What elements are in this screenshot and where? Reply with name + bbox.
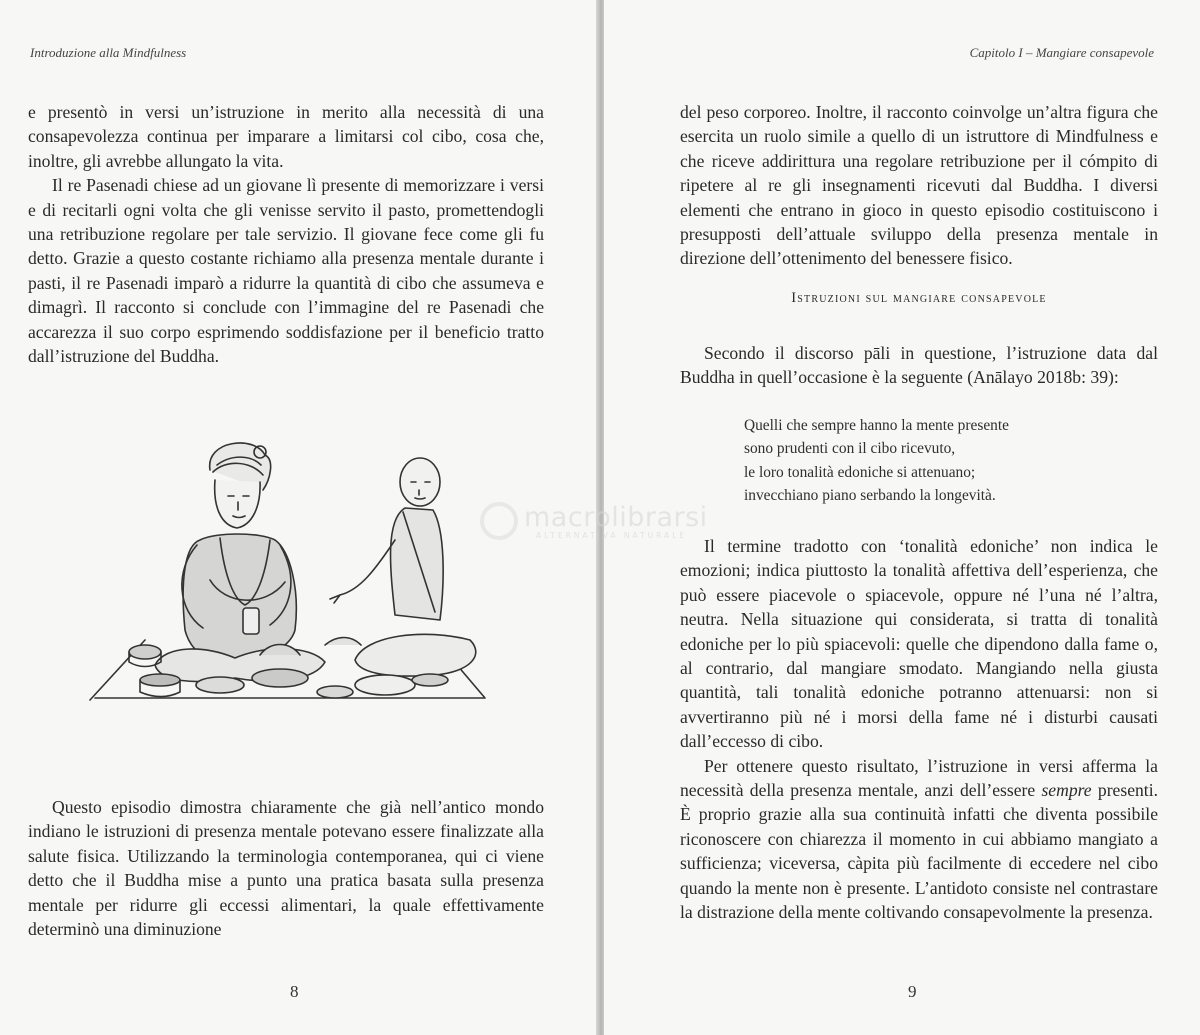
- paragraph-part: presenti. È proprio grazie alla sua continuità infatti che diventa possibile riconoscere con chiarezza il momento in cui abbiamo mangiato a sufficienza; viceversa, càpita più facilmente di eccedere nel cibo quando la mente non è presente. L’antidoto consiste nel contrastare la distrazione della mente coltivando consapevolmente la presenza.: [680, 780, 1158, 923]
- left-top-text: [28, 100, 544, 368]
- verse-line: le loro tonalità edoniche si attenuano;: [744, 463, 976, 481]
- right-text-c: [680, 534, 1158, 925]
- verse-block: [744, 414, 1009, 507]
- paragraph-part: Per ottenere questo risultato, l’istruzione in versi afferma la necessità della presenza mentale, anzi dell’essere: [680, 755, 1158, 801]
- running-head-right: Capitolo I – Mangiare consapevole: [969, 45, 1154, 60]
- right-text-b: [680, 341, 1158, 390]
- running-head-left: Introduzione alla Mindfulness: [30, 45, 187, 60]
- paragraph: [680, 754, 1158, 925]
- paragraph: e presentò in versi un’istruzione in merito alla necessità di una consapevolezza continua per imparare a limitarsi col cibo, cosa che, inoltre, gli avrebbe allungato la vita.: [28, 102, 544, 171]
- section-title: Istruzioni sul mangiare consapevole: [791, 290, 1047, 306]
- paragraph: Questo episodio dimostra chiaramente che già nell’antico mondo indiano le istruzioni di presenza mentale potevano essere finalizzate alla salute fisica. Utilizzando la terminologia contemporanea, qui ci viene detto che il Buddha mise a punto una pratica basata sulla presenza mentale per ridurre gli eccessi alimentari, la quale effettivamente determinò una diminuzione: [28, 797, 544, 940]
- verse-line: Quelli che sempre hanno la mente presente: [744, 417, 1009, 434]
- paragraph: Il re Pasenadi chiese ad un giovane lì presente di memorizzare i versi e di recitarli ogni volta che gli venisse servito il pasto, promettendogli una retribuzione regolare per tale servizio. Il giovane fece come gli fu detto. Grazie a questo costante richiamo alla presenza mentale durante i pasti, il re Pasenadi imparò a ridurre la quantità di cibo che assumeva e dimagrì. Il racconto si conclude con l’immagine del re Pasenadi che accarezza il suo corpo esprimendo soddisfazione per il beneficio tratto dall’istruzione del Buddha.: [28, 175, 544, 367]
- left-bottom-text: [28, 795, 544, 941]
- paragraph: Secondo il discorso pāli in questione, l’istruzione data dal Buddha in quell’occasione è la seguente (Anālayo 2018b: 39):: [680, 343, 1158, 388]
- right-page: [604, 0, 1200, 1035]
- watermark-subtext: ALTERNATIVA NATURALE: [536, 531, 688, 540]
- watermark-text: macrolibrarsi: [524, 502, 708, 533]
- verse-line: sono prudenti con il cibo ricevuto,: [744, 440, 956, 458]
- paragraph: Il termine tradotto con ‘tonalità edoniche’ non indica le emozioni; indica piuttosto la tonalità affettiva dell’esperienza, che può essere piacevole o spiacevole, oppure né l’una né l’altra, neutra. Nella situazione qui considerata, si tratta di tonalità edoniche per lo più spiacevoli: quelle che dipendono dalla fame o, al contrario, dal mangiare smodato. Mangiando nella giusta quantità, tali tonalità edoniche potranno attenuarsi: non si avvertiranno più né i morsi della fame né i disturbi causati dall’eccesso di cibo.: [680, 536, 1158, 752]
- paragraph: del peso corporeo. Inoltre, il racconto coinvolge un’altra figura che esercita un ruolo simile a quello di un istruttore di Mindfulness e che riceve addirittura una regolare retribuzione per il cómpito di ripetere al re gli insegnamenti ricevuti dal Buddha. I diversi elementi che entrano in gioco in questo episodio costituiscono i presupposti dell’attuale sviluppo della presenza mentale in direzione dell’ottenimento del benessere fisico.: [680, 102, 1158, 269]
- verse-line: invecchiano piano serbando la longevità.: [744, 486, 996, 504]
- emphasis: sempre: [1041, 780, 1092, 801]
- illustration-king-and-monk: [85, 430, 505, 730]
- page-number-left: 8: [290, 982, 299, 1001]
- page-number-right: 9: [908, 982, 917, 1001]
- left-page: [0, 0, 598, 1035]
- right-text-a: [680, 100, 1158, 271]
